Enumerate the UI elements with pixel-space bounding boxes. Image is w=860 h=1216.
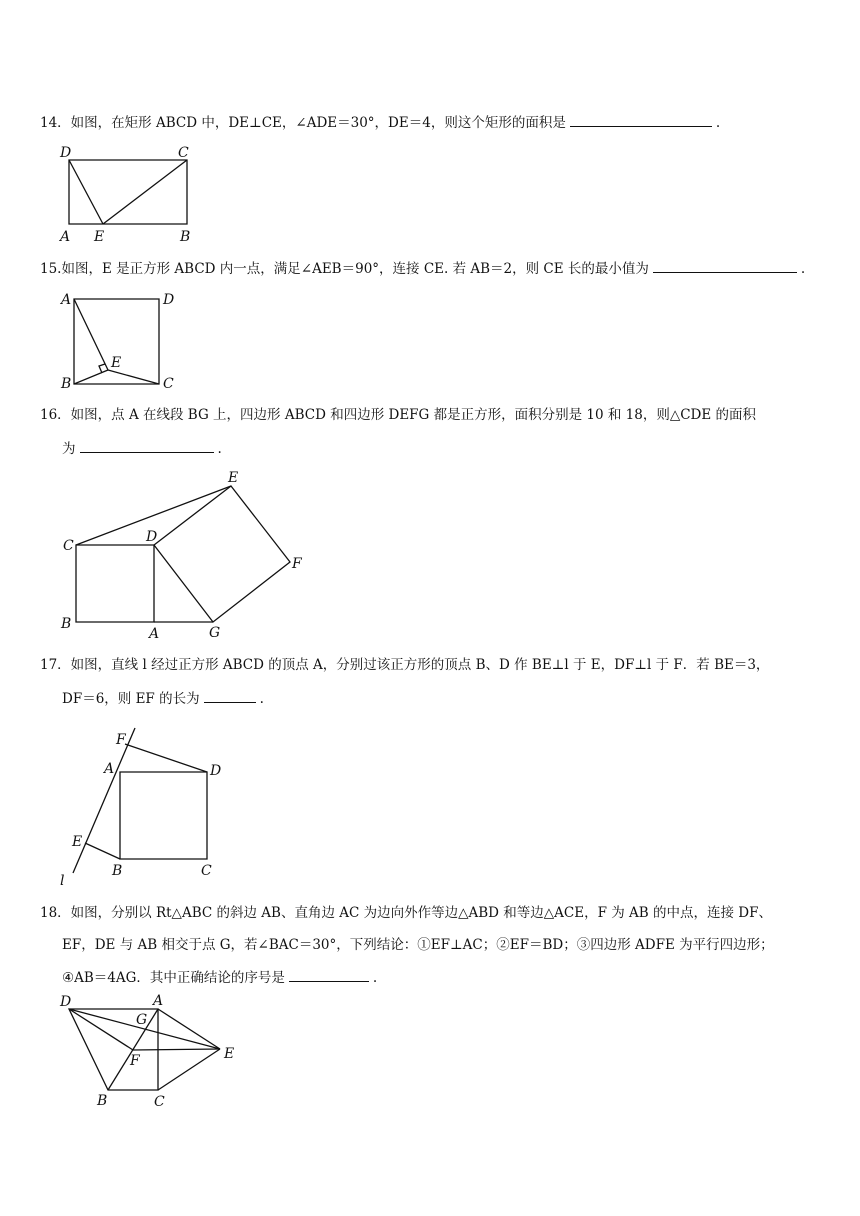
q16-label-e: E (228, 470, 239, 486)
q15-segment-be (74, 370, 108, 384)
q15-segment-ae (74, 299, 108, 370)
q16-label-d: D (146, 529, 158, 545)
q14-label-e: E (94, 229, 105, 245)
q18-text-line2 (62, 935, 774, 955)
q14-label-c: C (178, 145, 189, 161)
q17-label-c: C (201, 863, 212, 879)
q18-line1: 18．如图，分别以 Rt△ABC 的斜边 AB、直角边 AC 为边向外作等边△ABD 和等边△ACE，F 为 AB 的中点，连接 DF、 (40, 905, 772, 921)
q16-text (40, 405, 756, 425)
q17-segment-df (125, 744, 207, 772)
q18-answer-blank[interactable] (289, 967, 369, 982)
q16-line1: 16．如图，点 A 在线段 BG 上，四边形 ABCD 和四边形 DEFG 都是正方形，面积分别是 10 和 18，则△CDE 的面积 (40, 407, 757, 423)
q17-label-f: F (116, 732, 126, 748)
q17-line2: DF＝6，则 EF 的长为 (62, 691, 200, 707)
q17-text-line2 (62, 688, 264, 709)
q18-line3: ④AB＝4AG．其中正确结论的序号是 (62, 970, 285, 986)
q18-segment-ce (158, 1049, 220, 1090)
q18-end: . (372, 970, 378, 986)
q15-label-e: E (111, 355, 122, 371)
q18-label-a: A (153, 993, 164, 1009)
q15-label-d: D (163, 292, 175, 308)
q17-answer-blank[interactable] (204, 688, 256, 703)
q15-segment-ec (108, 370, 159, 384)
q14-figure (50, 140, 210, 250)
q17-text (40, 655, 769, 675)
q16-figure (55, 465, 315, 645)
q14-label-a: A (60, 229, 71, 245)
q18-text-line3 (62, 967, 377, 988)
q18-label-d: D (60, 994, 72, 1010)
q16-end: . (217, 441, 222, 457)
q17-line1: 17．如图，直线 l 经过正方形 ABCD 的顶点 A，分别过该正方形的顶点 B、D 作 BE⊥l 于 E，DF⊥l 于 F．若 BE＝3， (40, 657, 770, 673)
q14-text (40, 112, 720, 133)
q16-square-abcd (76, 545, 154, 622)
q17-label-d: D (210, 763, 222, 779)
q16-label-f: F (292, 556, 302, 572)
q15-end: . (800, 261, 806, 277)
q14-end: . (715, 115, 721, 131)
q17-end: . (259, 691, 264, 707)
q15-label-a: A (61, 292, 72, 308)
q14-label-d: D (60, 145, 72, 161)
q17-label-b: B (112, 863, 123, 879)
q17-figure (55, 715, 245, 890)
q17-label-e: E (72, 834, 83, 850)
q18-label-e: E (224, 1046, 235, 1062)
q14-segment-de (69, 160, 103, 224)
q18-label-f: F (130, 1053, 140, 1069)
q15-answer-blank[interactable] (653, 258, 797, 273)
q15-text (40, 258, 805, 279)
q15-square (74, 299, 159, 384)
q16-label-c: C (63, 538, 74, 554)
q14-segment-ec (103, 160, 187, 224)
q16-label-a: A (149, 626, 160, 642)
q16-label-g: G (209, 625, 221, 641)
q14-line1: 14．如图，在矩形 ABCD 中，DE⊥CE，∠ADE＝30°，DE＝4，则这个矩形的面积是 (40, 115, 566, 131)
q16-label-b: B (61, 616, 72, 632)
q16-answer-blank[interactable] (80, 438, 214, 453)
q18-segment-ae (158, 1009, 220, 1049)
q16-line2: 为 (62, 441, 76, 457)
q15-label-b: B (61, 376, 72, 392)
q14-label-b: B (180, 229, 191, 245)
q18-figure (50, 990, 250, 1110)
q18-label-c: C (154, 1094, 165, 1110)
q15-label-c: C (163, 376, 174, 392)
q18-text (40, 903, 772, 923)
q17-label-l: l (60, 873, 65, 889)
q17-square (120, 772, 207, 859)
q18-line2: EF，DE 与 AB 相交于点 G，若∠BAC＝30°，下列结论：①EF⊥AC；②EF＝BD；③四边形 ADFE 为平行四边形； (62, 937, 774, 953)
q16-square-defg (154, 486, 290, 622)
q18-label-b: B (97, 1093, 108, 1109)
q17-segment-be (85, 843, 120, 859)
q15-line1: 15.如图，E 是正方形 ABCD 内一点，满足∠AEB＝90°，连接 CE. 若 AB＝2，则 CE 长的最小值为 (40, 261, 649, 277)
q14-answer-blank[interactable] (570, 112, 712, 127)
q18-segment-fe (133, 1049, 220, 1050)
q17-label-a: A (104, 761, 115, 777)
q15-figure (55, 285, 185, 395)
q16-text-line2 (62, 438, 222, 459)
q18-label-g: G (136, 1012, 148, 1028)
